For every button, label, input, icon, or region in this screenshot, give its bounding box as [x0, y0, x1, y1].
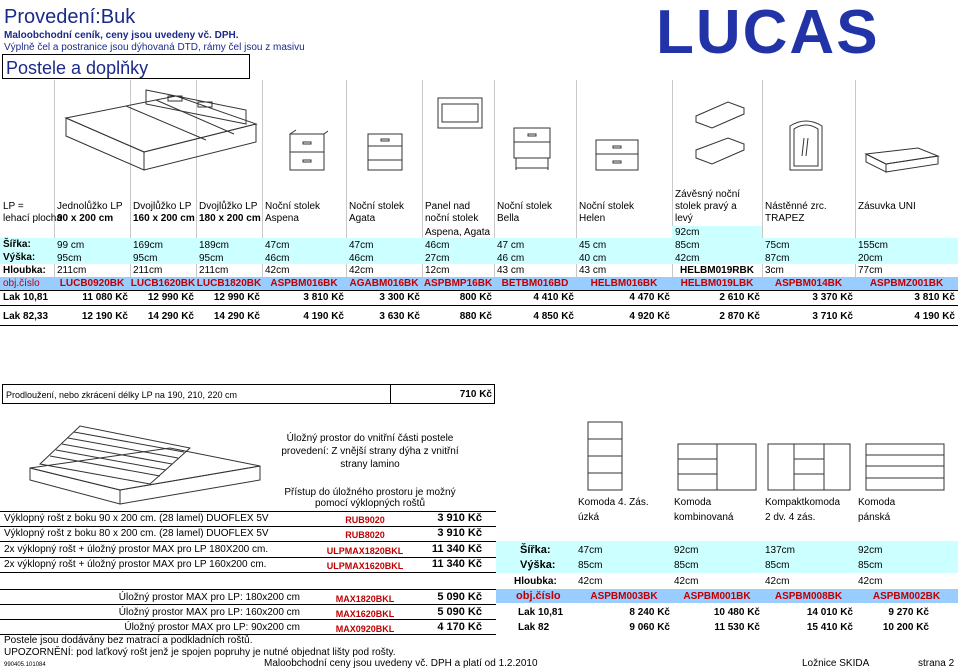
- price-lak10: 12 990 Kč: [147, 292, 194, 303]
- komoda-sub: 2 dv. 4 zás.: [765, 512, 816, 523]
- komoda-narrow-drawing: [580, 418, 630, 494]
- komoda-depth: 42cm: [765, 576, 790, 587]
- price-lak10: 12 990 Kč: [213, 292, 260, 303]
- height-value: 46 cm: [497, 253, 525, 264]
- komoda-name: Komoda: [858, 497, 896, 508]
- col-name: Jednolůžko LP: [57, 201, 123, 212]
- lp-label: LP =: [3, 201, 24, 212]
- depth-value: 12cm: [425, 265, 450, 276]
- storage-note-2: provedení: Z vnější strany dýha z vnitřní: [281, 446, 459, 457]
- depth-value: 211cm: [133, 265, 163, 276]
- price-lak10: 4 470 Kč: [629, 292, 670, 303]
- col-name-2: stolek pravý a: [675, 201, 737, 212]
- komoda-lak82: 10 200 Kč: [882, 622, 929, 633]
- storage-note-1: Úložný prostor do vnitřní části postele: [286, 433, 454, 444]
- lak10-label: Lak 10,81: [3, 292, 49, 303]
- col-name: Panel nad: [425, 201, 471, 212]
- grate-text: Výklopný rošt z boku 90 x 200 cm. (28 lamel) DUOFLEX 5V: [4, 513, 269, 524]
- material-note: Výplně čel a postranice jsou dýhovaná DTD, rámy čel jsou z masivu: [4, 42, 305, 53]
- hanging-nightstand-drawing: [688, 94, 748, 174]
- storage-price: 5 090 Kč: [437, 591, 482, 603]
- komoda-height: 85cm: [578, 560, 603, 571]
- width-value: 46cm: [425, 240, 450, 251]
- komoda-lak10: 10 480 Kč: [713, 607, 760, 618]
- height-value: 95cm: [199, 253, 224, 264]
- komoda-height: 85cm: [674, 560, 699, 571]
- depth-value: 42cm: [349, 265, 374, 276]
- price-lak10: 11 080 Kč: [82, 292, 128, 303]
- footer-note-1: Postele jsou dodávány bez matrací a podkladních roštů.: [4, 635, 253, 646]
- komoda-code: ASPBM001BK: [683, 591, 751, 602]
- grate-price: 3 910 Kč: [437, 527, 482, 539]
- price-lak82: 4 920 Kč: [629, 311, 670, 322]
- nightstand-helen-drawing: [592, 136, 642, 174]
- col-name: Nástěnné zrc.: [765, 201, 827, 212]
- komoda-sub: kombinovaná: [674, 512, 734, 523]
- col-sub: levý: [675, 213, 693, 224]
- price-lak82: 12 190 Kč: [81, 311, 128, 322]
- width-value: 47cm: [349, 240, 374, 251]
- col-sub: Agata: [349, 213, 376, 224]
- grate-code: RUB9020: [345, 515, 385, 525]
- grate-code: ULPMAX1620BKL: [326, 561, 404, 571]
- komoda-code: ASPBM008BK: [774, 591, 843, 602]
- price-lak10: 3 810 Kč: [914, 292, 955, 303]
- height-value: 27cm: [425, 253, 450, 264]
- komoda-lak10: 8 240 Kč: [629, 607, 670, 618]
- col-sub: 90 x 200 cm: [57, 213, 114, 224]
- access-note-2: pomocí výklopných roštů: [314, 498, 426, 509]
- product-code: HELBM016BK: [590, 278, 658, 289]
- price-lak10: 2 610 Kč: [719, 292, 760, 303]
- footer-note-2: UPOZORNĚNÍ: pod laťkový rošt jenž je spojen popruhy je nutné objednat lišty pod rošty.: [4, 647, 396, 658]
- width-value: 155cm: [858, 240, 889, 251]
- width-value: 99 cm: [57, 240, 85, 251]
- grate-code: ULPMAX1820BKL: [326, 546, 404, 556]
- lak82-label: Lak 82,33: [3, 311, 49, 322]
- price-list-note: Maloobchodní ceník, ceny jsou uvedeny vč. DPH.: [4, 30, 239, 41]
- storage-code: MAX0920BKL: [335, 624, 395, 634]
- price-lak10: 3 370 Kč: [812, 292, 853, 303]
- col-name: Noční stolek: [579, 201, 635, 212]
- height-label: Výška:: [3, 252, 36, 263]
- product-code: ASPBM014BK: [774, 278, 843, 289]
- komoda-code: ASPBM003BK: [590, 591, 658, 602]
- price-lak82: 4 850 Kč: [533, 311, 574, 322]
- komoda-lak82: 9 060 Kč: [629, 622, 670, 633]
- depth-value: 77cm: [858, 265, 883, 276]
- col-sub: TRAPEZ: [765, 213, 805, 224]
- width-value: 47 cm: [497, 240, 525, 251]
- price-lak82: 4 190 Kč: [303, 311, 344, 322]
- grate-price: 11 340 Kč: [431, 558, 482, 570]
- footer-validity: Maloobchodní ceny jsou uvedeny vč. DPH a platí od 1.2.2010: [264, 658, 538, 669]
- komoda-depth: 42cm: [578, 576, 603, 587]
- access-note-1: Přístup do úložného prostoru je možný: [284, 487, 456, 498]
- depth-value: 42cm: [265, 265, 290, 276]
- storage-text: Úložný prostor MAX pro LP: 90x200 cm: [124, 622, 300, 633]
- footer-collection: Ložnice SKIDA: [802, 658, 870, 669]
- bed-drawing: [56, 84, 268, 174]
- depth-value: 211cm: [57, 265, 87, 276]
- extension-price: 710 Kč: [459, 389, 492, 400]
- col-name: Noční stolek: [265, 201, 321, 212]
- komoda-combined-drawing: [674, 440, 760, 494]
- komoda-name: Komoda: [674, 497, 712, 508]
- komoda-lak10: 14 010 Kč: [806, 607, 853, 618]
- col-name: Noční stolek: [349, 201, 405, 212]
- komoda-lak82-label: Lak 82: [518, 622, 550, 633]
- komoda-lak82: 11 530 Kč: [714, 622, 760, 633]
- height-value: 20cm: [858, 253, 883, 264]
- depth-value: 3cm: [765, 265, 784, 276]
- komoda-name: Komoda 4. Zás.: [578, 497, 649, 508]
- col-sub: Aspena: [265, 213, 299, 224]
- height-value: 40 cm: [579, 253, 607, 264]
- width-value: 45 cm: [579, 240, 607, 251]
- product-code: LUCB1820BK: [196, 278, 262, 289]
- price-lak82: 3 630 Kč: [379, 311, 420, 322]
- nightstand-agata-drawing: [364, 130, 406, 174]
- depth-value: 43 cm: [579, 265, 607, 276]
- width-value: 75cm: [765, 240, 790, 251]
- col-name: Dvojlůžko LP: [133, 201, 192, 212]
- price-lak82: 4 190 Kč: [914, 311, 955, 322]
- komoda-width-label: Šířka:: [520, 544, 551, 556]
- grate-text: Výklopný rošt z boku 80 x 200 cm. (28 lamel) DUOFLEX 5V: [4, 528, 269, 539]
- storage-note-3: strany lamino: [340, 459, 400, 470]
- komoda-sub: úzká: [578, 512, 600, 523]
- storage-price: 4 170 Kč: [437, 621, 482, 633]
- grate-price: 3 910 Kč: [437, 512, 482, 524]
- product-code: ASPBMZ001BK: [869, 278, 944, 289]
- col-name: Dvojlůžko LP: [199, 201, 258, 212]
- komoda-depth: 42cm: [674, 576, 699, 587]
- col-sub: 160 x 200 cm: [133, 213, 195, 224]
- width-value: 85cm: [675, 240, 700, 251]
- komoda-height: 85cm: [765, 560, 790, 571]
- price-lak10: 800 Kč: [459, 292, 492, 303]
- depth-value: 43 cm: [497, 265, 525, 276]
- product-code: LUCB0920BK: [59, 278, 125, 289]
- nightstand-bella-drawing: [508, 124, 556, 174]
- product-code: ASPBMP16BK: [423, 278, 493, 289]
- product-code: ASPBM016BK: [270, 278, 338, 289]
- komoda-width: 92cm: [674, 545, 699, 556]
- price-lak10: 4 410 Kč: [533, 292, 574, 303]
- panel-extra: Aspena, Agata: [425, 227, 491, 238]
- komoda-sub: pánská: [858, 512, 891, 523]
- price-lak82: 14 290 Kč: [147, 311, 194, 322]
- extension-text: Prodloužení, nebo zkrácení délky LP na 190, 210, 220 cm: [6, 390, 237, 400]
- price-lak82: 2 870 Kč: [719, 311, 760, 322]
- depth-value: 211cm: [199, 265, 229, 276]
- komoda-depth-label: Hloubka:: [514, 576, 557, 587]
- height-value: 95cm: [57, 253, 82, 264]
- height-value: 87cm: [765, 253, 790, 264]
- komoda-width: 92cm: [858, 545, 883, 556]
- komoda-code: ASPBM002BK: [872, 591, 941, 602]
- depth-code-value: HELBM019RBK: [680, 265, 754, 276]
- grate-text: 2x výklopný rošt + úložný prostor MAX pro LP 160x200 cm.: [4, 559, 267, 570]
- komoda-mens-drawing: [862, 440, 948, 494]
- mirror-drawing: [786, 116, 826, 174]
- col-name: Noční stolek: [497, 201, 553, 212]
- drawer-drawing: [862, 146, 942, 174]
- storage-code: MAX1620BKL: [335, 609, 395, 619]
- page-title: Provedení:Buk: [4, 6, 136, 28]
- height-value: 95cm: [133, 253, 158, 264]
- depth-label: Hloubka:: [3, 265, 46, 276]
- grate-code: RUB8020: [345, 530, 385, 540]
- panel-drawing: [434, 94, 486, 134]
- price-lak82: 14 290 Kč: [213, 311, 260, 322]
- price-lak82: 880 Kč: [459, 311, 492, 322]
- komoda-lak82: 15 410 Kč: [806, 622, 853, 633]
- col-name: Zásuvka UNI: [858, 201, 916, 212]
- grate-price: 11 340 Kč: [431, 543, 482, 555]
- storage-price: 5 090 Kč: [437, 606, 482, 618]
- komoda-depth: 42cm: [858, 576, 883, 587]
- product-code: LUCB1620BK: [130, 278, 196, 289]
- section-title: Postele a doplňky: [6, 58, 149, 78]
- komoda-name: Kompaktkomoda: [765, 497, 841, 508]
- code-label: obj.číslo: [3, 278, 40, 289]
- komoda-height: 85cm: [858, 560, 883, 571]
- komoda-lak10: 9 270 Kč: [888, 607, 929, 618]
- page-number: strana 2: [918, 658, 955, 669]
- col-sub: noční stolek: [425, 213, 479, 224]
- height-value: 42cm: [675, 253, 700, 264]
- komoda-lak10-label: Lak 10,81: [518, 607, 564, 618]
- width-value: 169cm: [133, 240, 164, 251]
- footer-code: 990405.101084: [4, 662, 46, 668]
- width-value: 47cm: [265, 240, 290, 251]
- price-lak10: 3 810 Kč: [303, 292, 344, 303]
- komoda-width: 47cm: [578, 545, 603, 556]
- kompaktkomoda-drawing: [764, 440, 854, 494]
- nightstand-aspena-drawing: [286, 128, 328, 174]
- col-sub: 180 x 200 cm: [199, 213, 261, 224]
- col-sub: Bella: [497, 213, 520, 224]
- storage-bed-drawing: [20, 418, 270, 510]
- col-name: Závěsný noční: [675, 189, 741, 200]
- col-sub: Helen: [579, 213, 606, 224]
- height-value: 46cm: [265, 253, 290, 264]
- grate-text: 2x výklopný rošt + úložný prostor MAX pro LP 180X200 cm.: [4, 544, 269, 555]
- price-lak10: 3 300 Kč: [379, 292, 420, 303]
- product-code: AGABM016BK: [349, 278, 419, 289]
- height-value: 46cm: [349, 253, 374, 264]
- storage-text: Úložný prostor MAX pro LP: 180x200 cm: [118, 592, 300, 603]
- brand-logo: LUCAS: [656, 0, 880, 67]
- storage-code: MAX1820BKL: [335, 594, 395, 604]
- lp-label-2: lehací plocha: [3, 213, 62, 224]
- product-code: HELBM019LBK: [680, 278, 754, 289]
- price-lak82: 3 710 Kč: [812, 311, 853, 322]
- komoda-code-label: obj.číslo: [516, 590, 561, 602]
- komoda-height-label: Výška:: [520, 559, 556, 571]
- width-label: Šířka:: [3, 239, 31, 250]
- product-code: BETBM016BD: [501, 278, 569, 289]
- storage-text: Úložný prostor MAX pro LP: 160x200 cm: [118, 607, 300, 618]
- width-value: 189cm: [199, 240, 230, 251]
- komoda-width: 137cm: [765, 545, 796, 556]
- hanging-extra: 92cm: [675, 227, 700, 238]
